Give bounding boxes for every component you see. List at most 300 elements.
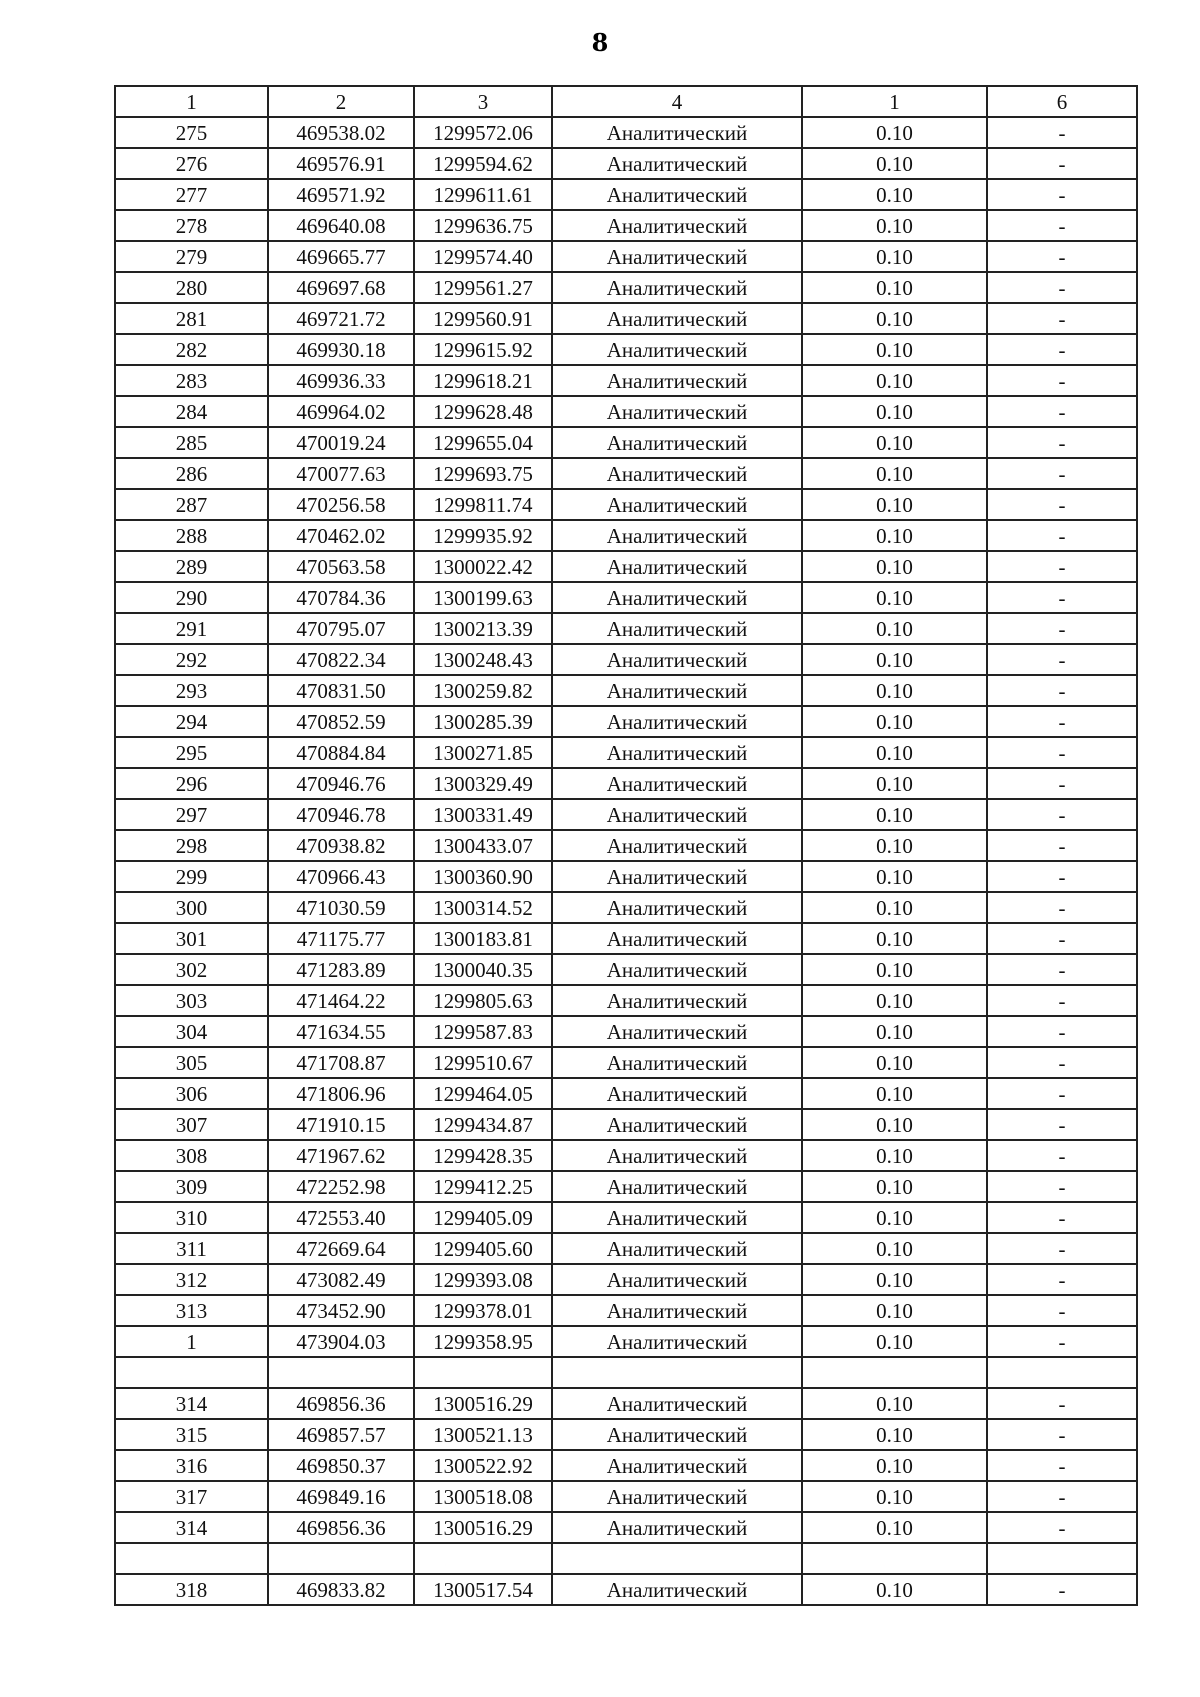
table-cell <box>268 1543 414 1574</box>
table-cell: Аналитический <box>552 1512 802 1543</box>
table-cell: 472553.40 <box>268 1202 414 1233</box>
table-row <box>115 1419 1137 1450</box>
table-cell: - <box>987 489 1137 520</box>
table-row <box>115 892 1137 923</box>
table-cell: Аналитический <box>552 892 802 923</box>
table-cell: - <box>987 365 1137 396</box>
table-cell: 276 <box>115 148 268 179</box>
table-cell: - <box>987 1326 1137 1357</box>
table-cell: 1300522.92 <box>414 1450 552 1481</box>
table-cell: 1300213.39 <box>414 613 552 644</box>
table-cell: 1300271.85 <box>414 737 552 768</box>
table-cell: 307 <box>115 1109 268 1140</box>
table-cell: 0.10 <box>802 1047 987 1078</box>
table-row <box>115 613 1137 644</box>
table-cell: - <box>987 551 1137 582</box>
table-cell: Аналитический <box>552 1450 802 1481</box>
table-cell: Аналитический <box>552 520 802 551</box>
table-cell: - <box>987 272 1137 303</box>
table-cell: 301 <box>115 923 268 954</box>
table-row <box>115 334 1137 365</box>
table-cell: - <box>987 768 1137 799</box>
table-cell: - <box>987 179 1137 210</box>
table-cell: 1299572.06 <box>414 117 552 148</box>
table-cell: 469571.92 <box>268 179 414 210</box>
table-row <box>115 1574 1137 1605</box>
table-cell: 1300518.08 <box>414 1481 552 1512</box>
table-row <box>115 241 1137 272</box>
table-row <box>115 365 1137 396</box>
table-row <box>115 489 1137 520</box>
table-cell: 0.10 <box>802 706 987 737</box>
table-row <box>115 582 1137 613</box>
table-cell: Аналитический <box>552 706 802 737</box>
table-cell: 470795.07 <box>268 613 414 644</box>
table-cell <box>414 1543 552 1574</box>
table-row <box>115 396 1137 427</box>
table-cell: 280 <box>115 272 268 303</box>
table-cell: - <box>987 799 1137 830</box>
table-cell: 469856.36 <box>268 1388 414 1419</box>
table-cell: 1299393.08 <box>414 1264 552 1295</box>
table-cell: 285 <box>115 427 268 458</box>
table-row <box>115 551 1137 582</box>
table-cell: 0.10 <box>802 1574 987 1605</box>
table-cell: Аналитический <box>552 582 802 613</box>
table-row <box>115 148 1137 179</box>
table-cell: Аналитический <box>552 954 802 985</box>
table-row <box>115 1140 1137 1171</box>
table-cell: - <box>987 303 1137 334</box>
table-cell <box>268 1357 414 1388</box>
table-cell: 0.10 <box>802 1419 987 1450</box>
table-cell: - <box>987 923 1137 954</box>
table-cell: Аналитический <box>552 675 802 706</box>
table-cell <box>802 1357 987 1388</box>
table-cell: 315 <box>115 1419 268 1450</box>
header-cell: 2 <box>268 86 414 117</box>
table-cell: 470946.78 <box>268 799 414 830</box>
table-cell: 0.10 <box>802 520 987 551</box>
table-cell: 0.10 <box>802 272 987 303</box>
table-cell: 318 <box>115 1574 268 1605</box>
table-row <box>115 644 1137 675</box>
table-cell: 1299587.83 <box>414 1016 552 1047</box>
table-row <box>115 1109 1137 1140</box>
table-cell: 472252.98 <box>268 1171 414 1202</box>
table-cell: 1300329.49 <box>414 768 552 799</box>
table-cell: - <box>987 644 1137 675</box>
table-cell: 0.10 <box>802 1388 987 1419</box>
table-cell <box>987 1357 1137 1388</box>
table-cell: 311 <box>115 1233 268 1264</box>
table-cell: 0.10 <box>802 799 987 830</box>
table-cell: Аналитический <box>552 334 802 365</box>
table-cell: 469833.82 <box>268 1574 414 1605</box>
table-row <box>115 1450 1137 1481</box>
table-cell: - <box>987 613 1137 644</box>
header-cell: 1 <box>115 86 268 117</box>
table-cell: 470563.58 <box>268 551 414 582</box>
table-row <box>115 768 1137 799</box>
table-cell: 0.10 <box>802 737 987 768</box>
table-cell: - <box>987 954 1137 985</box>
table-cell: 1300248.43 <box>414 644 552 675</box>
table-cell: - <box>987 1202 1137 1233</box>
table-cell: 317 <box>115 1481 268 1512</box>
table-cell: 470946.76 <box>268 768 414 799</box>
table-cell: 1300516.29 <box>414 1512 552 1543</box>
table-cell: Аналитический <box>552 985 802 1016</box>
table-cell <box>115 1543 268 1574</box>
table-cell: - <box>987 1171 1137 1202</box>
table-cell: 470019.24 <box>268 427 414 458</box>
table-row <box>115 1202 1137 1233</box>
table-cell: 471175.77 <box>268 923 414 954</box>
table-cell: - <box>987 1295 1137 1326</box>
table-row <box>115 706 1137 737</box>
table-cell: 1299615.92 <box>414 334 552 365</box>
table-cell <box>414 1357 552 1388</box>
table-cell: Аналитический <box>552 1481 802 1512</box>
table-row <box>115 1171 1137 1202</box>
table-cell: 289 <box>115 551 268 582</box>
table-cell: 308 <box>115 1140 268 1171</box>
table-cell: 472669.64 <box>268 1233 414 1264</box>
table-cell: - <box>987 582 1137 613</box>
table-cell: 300 <box>115 892 268 923</box>
table-cell: 316 <box>115 1450 268 1481</box>
table-cell: - <box>987 1512 1137 1543</box>
table-cell: 302 <box>115 954 268 985</box>
table-cell: 284 <box>115 396 268 427</box>
table-cell: - <box>987 1419 1137 1450</box>
table-cell: 0.10 <box>802 1450 987 1481</box>
table-row <box>115 210 1137 241</box>
table-cell: 471708.87 <box>268 1047 414 1078</box>
table-row <box>115 1357 1137 1388</box>
table-cell: - <box>987 1016 1137 1047</box>
table-cell: 1299561.27 <box>414 272 552 303</box>
table-cell: 1299464.05 <box>414 1078 552 1109</box>
table-cell: Аналитический <box>552 1295 802 1326</box>
table-cell: 312 <box>115 1264 268 1295</box>
table-row <box>115 861 1137 892</box>
table-cell: - <box>987 737 1137 768</box>
table-cell: 310 <box>115 1202 268 1233</box>
table-cell: - <box>987 830 1137 861</box>
table-cell: 293 <box>115 675 268 706</box>
table-cell: 469849.16 <box>268 1481 414 1512</box>
table-cell: - <box>987 334 1137 365</box>
table-row <box>115 1078 1137 1109</box>
table-row <box>115 117 1137 148</box>
table-cell: 1299405.60 <box>414 1233 552 1264</box>
table-cell: 1300521.13 <box>414 1419 552 1450</box>
table-cell: Аналитический <box>552 1171 802 1202</box>
table-cell: 0.10 <box>802 458 987 489</box>
table-cell: Аналитический <box>552 830 802 861</box>
table-cell: 0.10 <box>802 1264 987 1295</box>
table-cell: Аналитический <box>552 768 802 799</box>
table-cell: - <box>987 1140 1137 1171</box>
table-cell: 1299428.35 <box>414 1140 552 1171</box>
table-cell: - <box>987 1481 1137 1512</box>
table-cell: Аналитический <box>552 1326 802 1357</box>
table-cell: 1300285.39 <box>414 706 552 737</box>
table-row <box>115 985 1137 1016</box>
table-cell: 471910.15 <box>268 1109 414 1140</box>
table-cell: Аналитический <box>552 799 802 830</box>
table-cell <box>552 1357 802 1388</box>
table-cell: 0.10 <box>802 117 987 148</box>
table-cell: 471967.62 <box>268 1140 414 1171</box>
table-cell: 470077.63 <box>268 458 414 489</box>
table-cell: 1299412.25 <box>414 1171 552 1202</box>
table-cell: 469576.91 <box>268 148 414 179</box>
table-cell: 303 <box>115 985 268 1016</box>
table-cell: 281 <box>115 303 268 334</box>
table-cell: Аналитический <box>552 1047 802 1078</box>
table-cell: 470938.82 <box>268 830 414 861</box>
table-cell: 286 <box>115 458 268 489</box>
table-row <box>115 737 1137 768</box>
table-row <box>115 830 1137 861</box>
table-cell: - <box>987 241 1137 272</box>
table-cell: 0.10 <box>802 985 987 1016</box>
table-cell: - <box>987 1109 1137 1140</box>
table-cell: 0.10 <box>802 1171 987 1202</box>
table-cell: Аналитический <box>552 396 802 427</box>
table-row <box>115 458 1137 489</box>
table-cell: - <box>987 1388 1137 1419</box>
table-cell: 0.10 <box>802 489 987 520</box>
table-cell: 0.10 <box>802 241 987 272</box>
table-cell: 0.10 <box>802 1295 987 1326</box>
table-cell: 1300331.49 <box>414 799 552 830</box>
table-cell: - <box>987 1450 1137 1481</box>
table-cell: Аналитический <box>552 861 802 892</box>
table-cell: 304 <box>115 1016 268 1047</box>
table-row <box>115 179 1137 210</box>
table-cell: 473082.49 <box>268 1264 414 1295</box>
table-cell: Аналитический <box>552 1574 802 1605</box>
table-cell: 1300433.07 <box>414 830 552 861</box>
table-cell: 469697.68 <box>268 272 414 303</box>
table-cell: - <box>987 985 1137 1016</box>
table-cell: 1 <box>115 1326 268 1357</box>
table-row <box>115 427 1137 458</box>
table-cell: 1300517.54 <box>414 1574 552 1605</box>
table-cell: 1299618.21 <box>414 365 552 396</box>
table-cell: 470831.50 <box>268 675 414 706</box>
table-cell: 470256.58 <box>268 489 414 520</box>
table-cell: Аналитический <box>552 365 802 396</box>
table-cell: Аналитический <box>552 551 802 582</box>
table-cell: - <box>987 1574 1137 1605</box>
table-cell: 1300199.63 <box>414 582 552 613</box>
table-cell: 1300040.35 <box>414 954 552 985</box>
header-cell: 3 <box>414 86 552 117</box>
table-cell: Аналитический <box>552 117 802 148</box>
table-cell: 1299628.48 <box>414 396 552 427</box>
table-cell: 1299560.91 <box>414 303 552 334</box>
table-cell: 0.10 <box>802 768 987 799</box>
table-cell: Аналитический <box>552 1388 802 1419</box>
table-cell: - <box>987 675 1137 706</box>
table-cell: 1299378.01 <box>414 1295 552 1326</box>
table-cell: 0.10 <box>802 148 987 179</box>
table-cell: 473452.90 <box>268 1295 414 1326</box>
table-cell <box>987 1543 1137 1574</box>
table-cell <box>552 1543 802 1574</box>
table-cell: 0.10 <box>802 613 987 644</box>
table-body <box>115 117 1137 1605</box>
table-cell: 0.10 <box>802 365 987 396</box>
table-cell: Аналитический <box>552 1140 802 1171</box>
table-cell: 0.10 <box>802 1140 987 1171</box>
table-cell: 1300022.42 <box>414 551 552 582</box>
table-cell: 309 <box>115 1171 268 1202</box>
table-cell: - <box>987 427 1137 458</box>
table-header-row <box>115 86 1137 117</box>
table-cell: - <box>987 1233 1137 1264</box>
table-row <box>115 1543 1137 1574</box>
table-cell: - <box>987 117 1137 148</box>
table-cell: 1299693.75 <box>414 458 552 489</box>
table-cell: Аналитический <box>552 1109 802 1140</box>
table-cell: 0.10 <box>802 1481 987 1512</box>
table-row <box>115 1233 1137 1264</box>
table-cell: - <box>987 1047 1137 1078</box>
table-cell: Аналитический <box>552 1233 802 1264</box>
table-cell: 1299434.87 <box>414 1109 552 1140</box>
table-cell: 0.10 <box>802 1109 987 1140</box>
table-cell: 469930.18 <box>268 334 414 365</box>
table-row <box>115 1295 1137 1326</box>
table-row <box>115 799 1137 830</box>
table-cell: 0.10 <box>802 1202 987 1233</box>
table-row <box>115 303 1137 334</box>
table-row <box>115 1016 1137 1047</box>
table-cell: - <box>987 1264 1137 1295</box>
table-cell: 469721.72 <box>268 303 414 334</box>
table-cell: - <box>987 458 1137 489</box>
table-cell: Аналитический <box>552 210 802 241</box>
table-cell <box>802 1543 987 1574</box>
coordinates-table <box>114 85 1138 1606</box>
table-cell: 471806.96 <box>268 1078 414 1109</box>
table-cell: 292 <box>115 644 268 675</box>
table-cell: Аналитический <box>552 148 802 179</box>
table-cell: 469850.37 <box>268 1450 414 1481</box>
table-cell: 470784.36 <box>268 582 414 613</box>
table-cell <box>115 1357 268 1388</box>
table-row <box>115 272 1137 303</box>
table-cell: 0.10 <box>802 1512 987 1543</box>
table-cell: 287 <box>115 489 268 520</box>
table-cell: 0.10 <box>802 861 987 892</box>
table-cell: - <box>987 861 1137 892</box>
table-cell: 469640.08 <box>268 210 414 241</box>
table-cell: 1299655.04 <box>414 427 552 458</box>
table-cell: 291 <box>115 613 268 644</box>
page-number: 8 <box>591 28 609 57</box>
table-cell: 471464.22 <box>268 985 414 1016</box>
table-cell: Аналитический <box>552 303 802 334</box>
table-cell: 1300516.29 <box>414 1388 552 1419</box>
table-cell: Аналитический <box>552 179 802 210</box>
table-cell: Аналитический <box>552 1264 802 1295</box>
table-cell: 314 <box>115 1388 268 1419</box>
table-cell: Аналитический <box>552 923 802 954</box>
table-cell: 471030.59 <box>268 892 414 923</box>
table-cell: 1299805.63 <box>414 985 552 1016</box>
table-cell: 1300360.90 <box>414 861 552 892</box>
table-cell: Аналитический <box>552 644 802 675</box>
table-cell: 0.10 <box>802 334 987 365</box>
header-cell: 6 <box>987 86 1137 117</box>
table-cell: 1299935.92 <box>414 520 552 551</box>
table-cell: 0.10 <box>802 830 987 861</box>
table-row <box>115 954 1137 985</box>
table-cell: 0.10 <box>802 303 987 334</box>
table-cell: 0.10 <box>802 1016 987 1047</box>
table-cell: 0.10 <box>802 427 987 458</box>
table-cell: 279 <box>115 241 268 272</box>
table-cell: Аналитический <box>552 272 802 303</box>
table-cell: 1299574.40 <box>414 241 552 272</box>
table-cell: 1300314.52 <box>414 892 552 923</box>
table-cell: 0.10 <box>802 582 987 613</box>
table-cell: 1299358.95 <box>414 1326 552 1357</box>
table-cell: Аналитический <box>552 1016 802 1047</box>
table-cell: - <box>987 892 1137 923</box>
table-row <box>115 520 1137 551</box>
table-cell: 470966.43 <box>268 861 414 892</box>
table-cell: 469857.57 <box>268 1419 414 1450</box>
table-cell: Аналитический <box>552 489 802 520</box>
table-cell: 282 <box>115 334 268 365</box>
table-cell: 1300259.82 <box>414 675 552 706</box>
table-cell: 305 <box>115 1047 268 1078</box>
table-cell: Аналитический <box>552 737 802 768</box>
table-cell: 275 <box>115 117 268 148</box>
table-row <box>115 1264 1137 1295</box>
table-cell: Аналитический <box>552 613 802 644</box>
table-cell: 0.10 <box>802 1233 987 1264</box>
table-cell: 469964.02 <box>268 396 414 427</box>
table-cell: 469538.02 <box>268 117 414 148</box>
table-cell: 1299636.75 <box>414 210 552 241</box>
table-cell: 288 <box>115 520 268 551</box>
table-cell: - <box>987 396 1137 427</box>
table-cell: 470462.02 <box>268 520 414 551</box>
table-row <box>115 1512 1137 1543</box>
table-cell: 473904.03 <box>268 1326 414 1357</box>
table-cell: - <box>987 210 1137 241</box>
table-cell: 313 <box>115 1295 268 1326</box>
table-cell: 1299510.67 <box>414 1047 552 1078</box>
table-cell: 0.10 <box>802 551 987 582</box>
table-cell: 0.10 <box>802 179 987 210</box>
table-cell: 277 <box>115 179 268 210</box>
table-cell: Аналитический <box>552 1419 802 1450</box>
table-cell: 0.10 <box>802 1326 987 1357</box>
table-cell: 1299611.61 <box>414 179 552 210</box>
header-cell: 1 <box>802 86 987 117</box>
table-cell: Аналитический <box>552 1078 802 1109</box>
